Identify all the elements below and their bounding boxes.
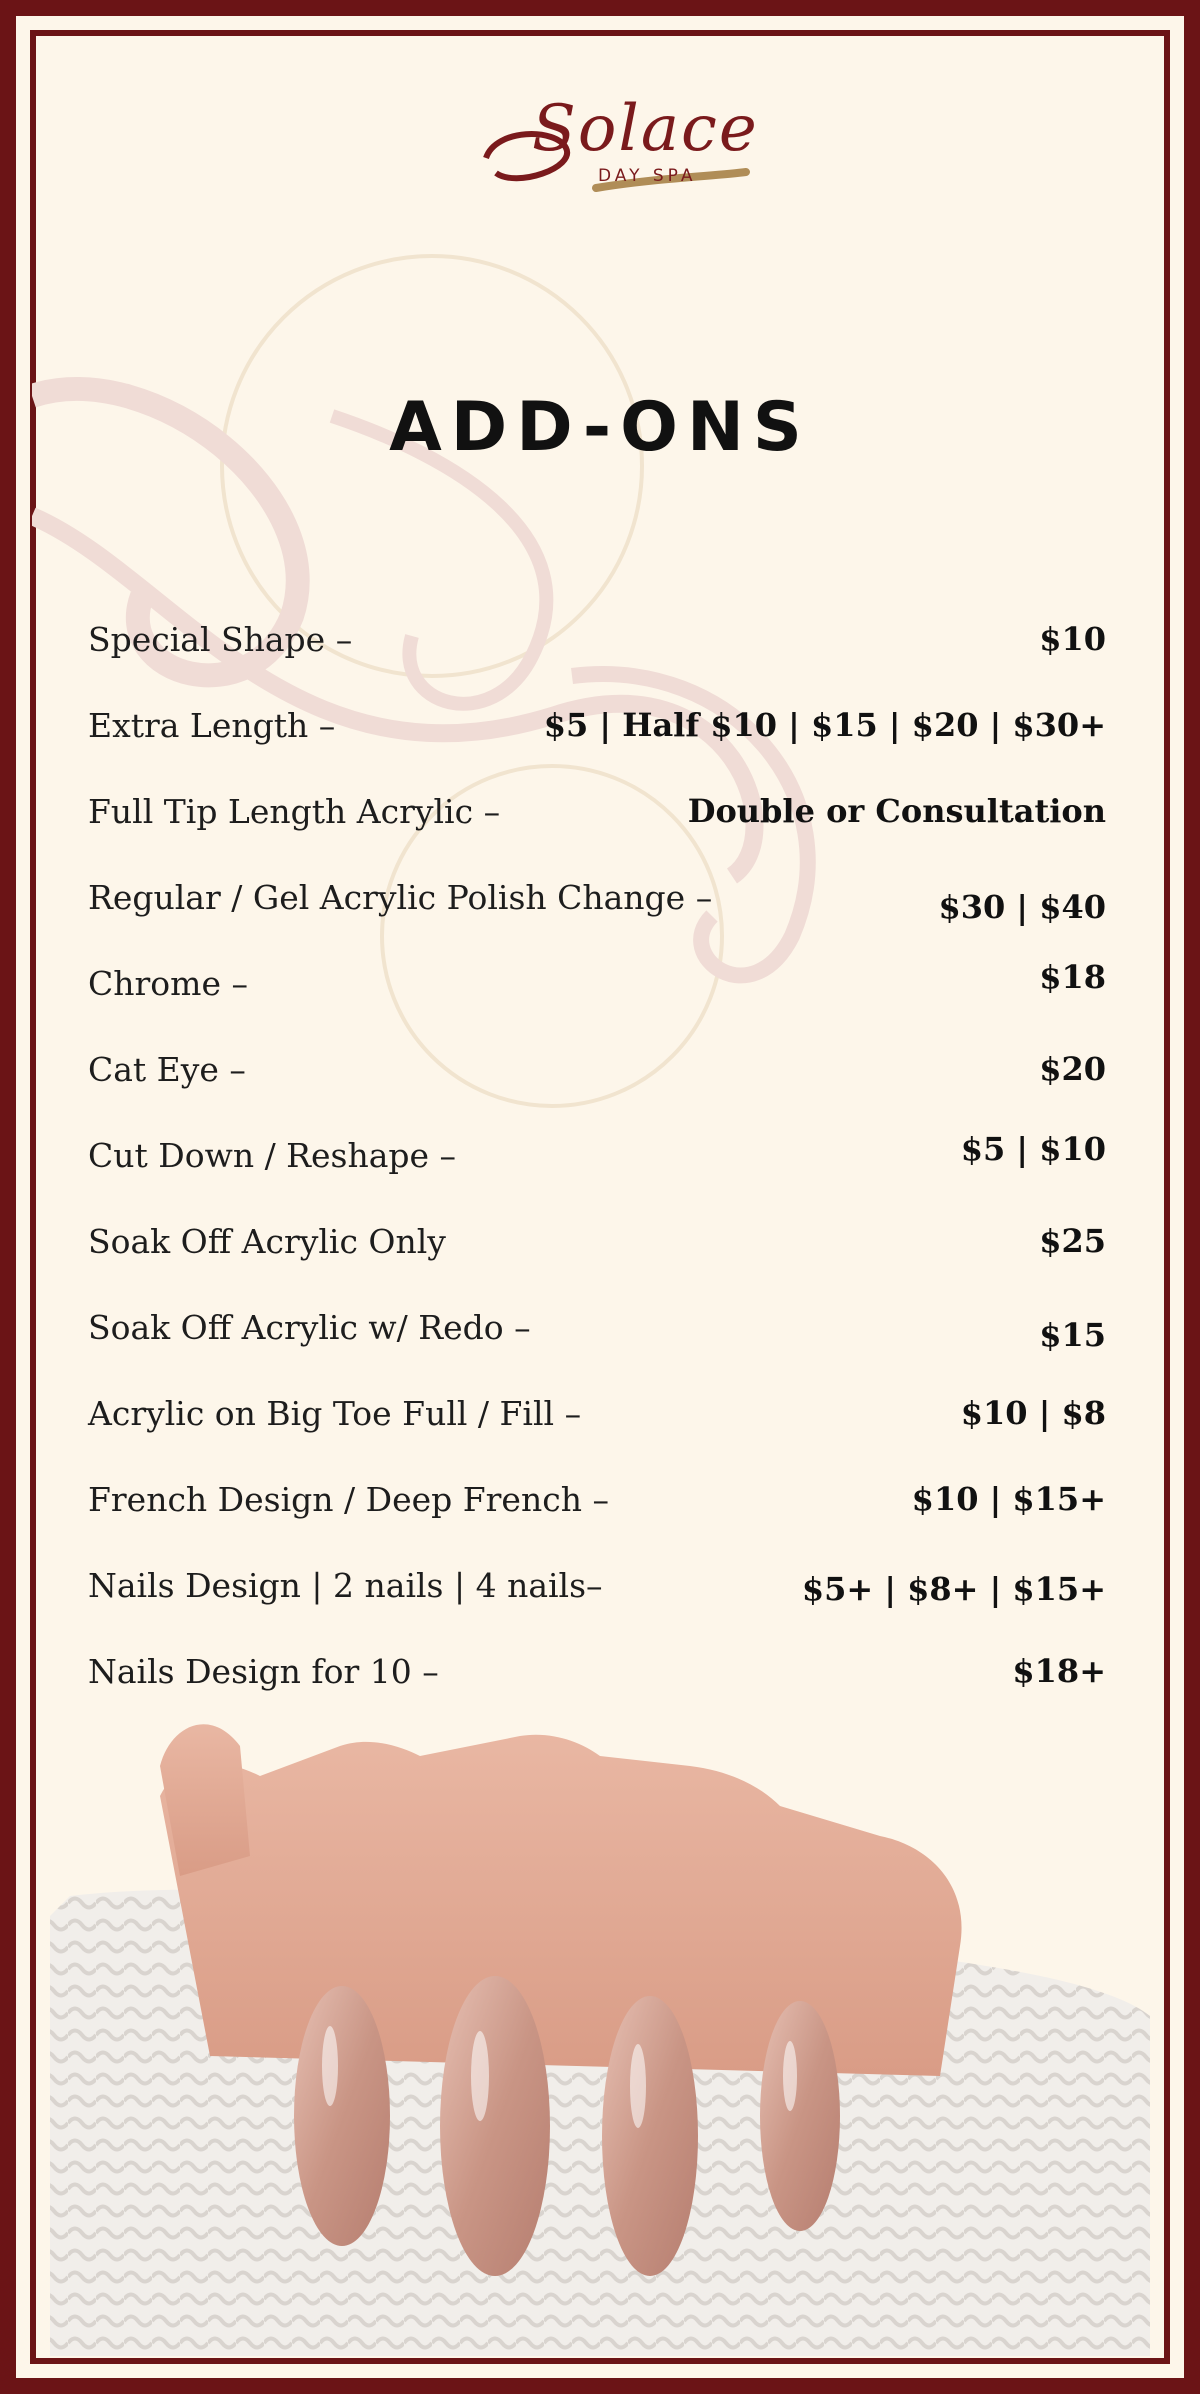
item-name: Extra Length –: [88, 706, 336, 745]
list-item: [88, 1222, 1106, 1282]
brand-name: Solace: [532, 92, 759, 166]
list-item: [88, 1308, 1106, 1368]
item-name: Cat Eye –: [88, 1050, 246, 1089]
item-price: $18+: [1012, 1652, 1106, 1690]
list-item: [88, 1394, 1106, 1454]
item-name: Acrylic on Big Toe Full / Fill –: [88, 1394, 582, 1433]
list-item: [88, 792, 1106, 852]
page-title: ADD-ONS: [389, 388, 811, 467]
list-item: [88, 878, 1106, 938]
item-price: $5+ | $8+ | $15+: [801, 1570, 1106, 1608]
item-price: $18: [1039, 958, 1106, 996]
item-price: $10: [1039, 620, 1106, 658]
item-name: Nails Design | 2 nails | 4 nails–: [88, 1566, 603, 1605]
list-item: [88, 1130, 1106, 1196]
item-price: $5 | $10: [960, 1130, 1106, 1168]
item-price: $5 | Half $10 | $15 | $20 | $30+: [543, 706, 1106, 744]
item-name: French Design / Deep French –: [88, 1480, 609, 1519]
item-price: $10 | $15+: [911, 1480, 1106, 1518]
item-name: Soak Off Acrylic Only: [88, 1222, 446, 1261]
item-name: Soak Off Acrylic w/ Redo –: [88, 1308, 531, 1347]
list-item: [88, 706, 1106, 766]
list-item: [88, 1480, 1106, 1540]
brand-logo: [476, 88, 766, 198]
item-name: Regular / Gel Acrylic Polish Change –: [88, 878, 713, 917]
item-name: Nails Design for 10 –: [88, 1652, 439, 1691]
item-name: Full Tip Length Acrylic –: [88, 792, 501, 831]
item-name: Special Shape –: [88, 620, 353, 659]
list-item: [88, 1566, 1106, 1626]
nails-photo: [40, 1716, 1160, 2356]
item-price: $10 | $8: [960, 1394, 1106, 1432]
list-item: [88, 1652, 1106, 1712]
list-item: [88, 620, 1106, 680]
item-price: $20: [1039, 1050, 1106, 1088]
item-price: $25: [1039, 1222, 1106, 1260]
item-price: Double or Consultation: [687, 792, 1106, 830]
item-name: Cut Down / Reshape –: [88, 1136, 457, 1175]
brand-tagline: DAY SPA: [598, 166, 697, 186]
menu-card: [16, 16, 1184, 2378]
item-name: Chrome –: [88, 964, 248, 1003]
list-item: [88, 958, 1106, 1024]
list-item: [88, 1050, 1106, 1110]
item-price: $30 | $40: [938, 888, 1106, 926]
item-price: $15: [1039, 1316, 1106, 1354]
